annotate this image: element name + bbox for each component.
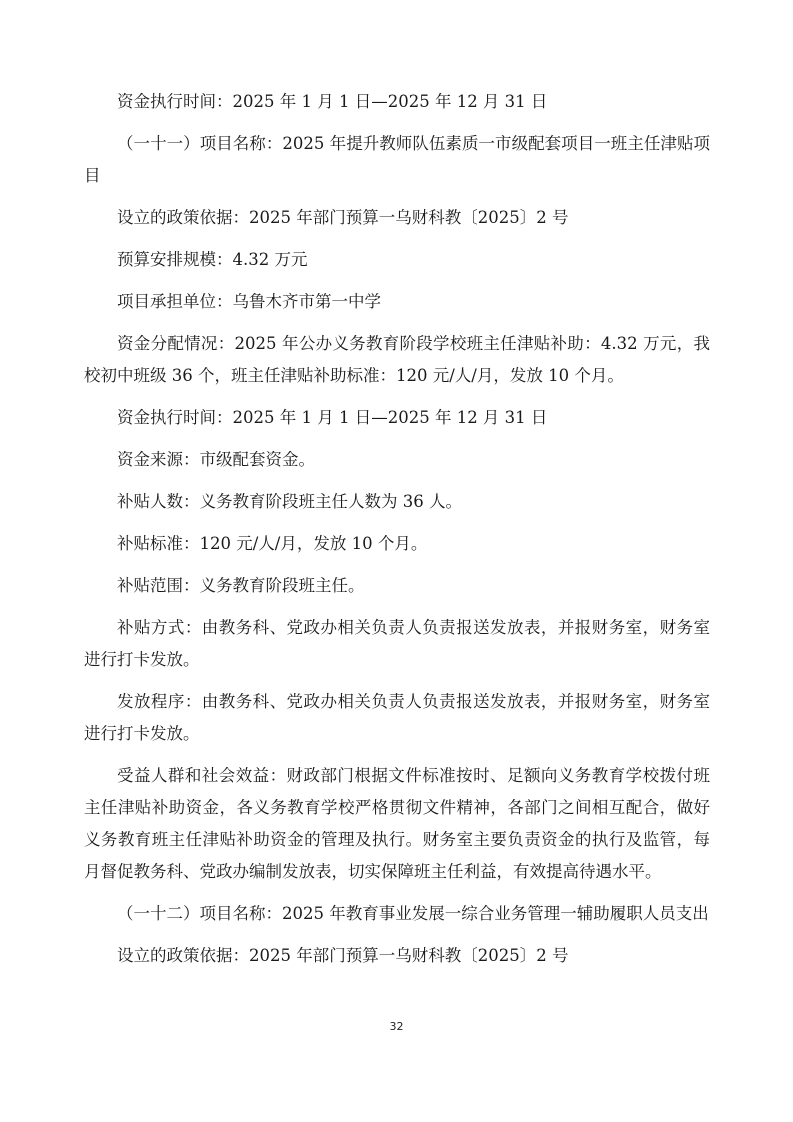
document-body bbox=[84, 86, 710, 972]
paragraph-project-11-name: （一十一）项目名称：2025 年提升教师队伍素质一市级配套项目一班主任津贴项目 bbox=[84, 134, 710, 185]
paragraph-subsidy-standard: 补贴标准：120 元/人/月，发放 10 个月。 bbox=[117, 534, 428, 553]
paragraph-policy-basis-2: 设立的政策依据：2025 年部门预算一乌财科教〔2025〕2 号 bbox=[117, 946, 569, 965]
paragraph-beneficiaries: 受益人群和社会效益：财政部门根据文件标准按时、足额向义务教育学校拨付班主任津贴补助资金，各义务教育学校严格贯彻文件精神，各部门之间相互配合，做好义务教育班主任津贴补助资金的管理及执行。财务室主要负责资金的执行及监管，每月督促教务科、党政办编制发放表，切实保障班主任利益，有效提高待遇水平。 bbox=[84, 766, 710, 881]
paragraph-fund-allocation: 资金分配情况：2025 年公办义务教育阶段学校班主任津贴补助：4.32 万元，我校初中班级 36 个，班主任津贴补助标准：120 元/人/月，发放 10 个月。 bbox=[84, 334, 710, 385]
paragraph-subsidy-scope: 补贴范围：义务教育阶段班主任。 bbox=[117, 576, 365, 595]
paragraph-execution-time-2: 资金执行时间：2025 年 1 月 1 日—2025 年 12 月 31 日 bbox=[117, 408, 548, 427]
paragraph-subsidy-method: 补贴方式：由教务科、党政办相关负责人负责报送发放表，并报财务室，财务室进行打卡发放。 bbox=[84, 618, 710, 669]
paragraph-distribution-procedure: 发放程序：由教务科、党政办相关负责人负责报送发放表，并报财务室，财务室进行打卡发放。 bbox=[84, 692, 710, 743]
paragraph-budget-scale: 预算安排规模：4.32 万元 bbox=[117, 250, 308, 269]
paragraph-subsidy-count: 补贴人数：义务教育阶段班主任人数为 36 人。 bbox=[117, 492, 462, 511]
paragraph-execution-time: 资金执行时间：2025 年 1 月 1 日—2025 年 12 月 31 日 bbox=[117, 92, 548, 111]
paragraph-policy-basis: 设立的政策依据：2025 年部门预算一乌财科教〔2025〕2 号 bbox=[117, 208, 569, 227]
paragraph-project-12-name: （一十二）项目名称：2025 年教育事业发展一综合业务管理一辅助履职人员支出 bbox=[117, 904, 709, 923]
paragraph-undertaking-unit: 项目承担单位：乌鲁木齐市第一中学 bbox=[117, 292, 381, 311]
paragraph-fund-source: 资金来源：市级配套资金。 bbox=[117, 450, 315, 469]
page-number: 32 bbox=[389, 1020, 404, 1033]
